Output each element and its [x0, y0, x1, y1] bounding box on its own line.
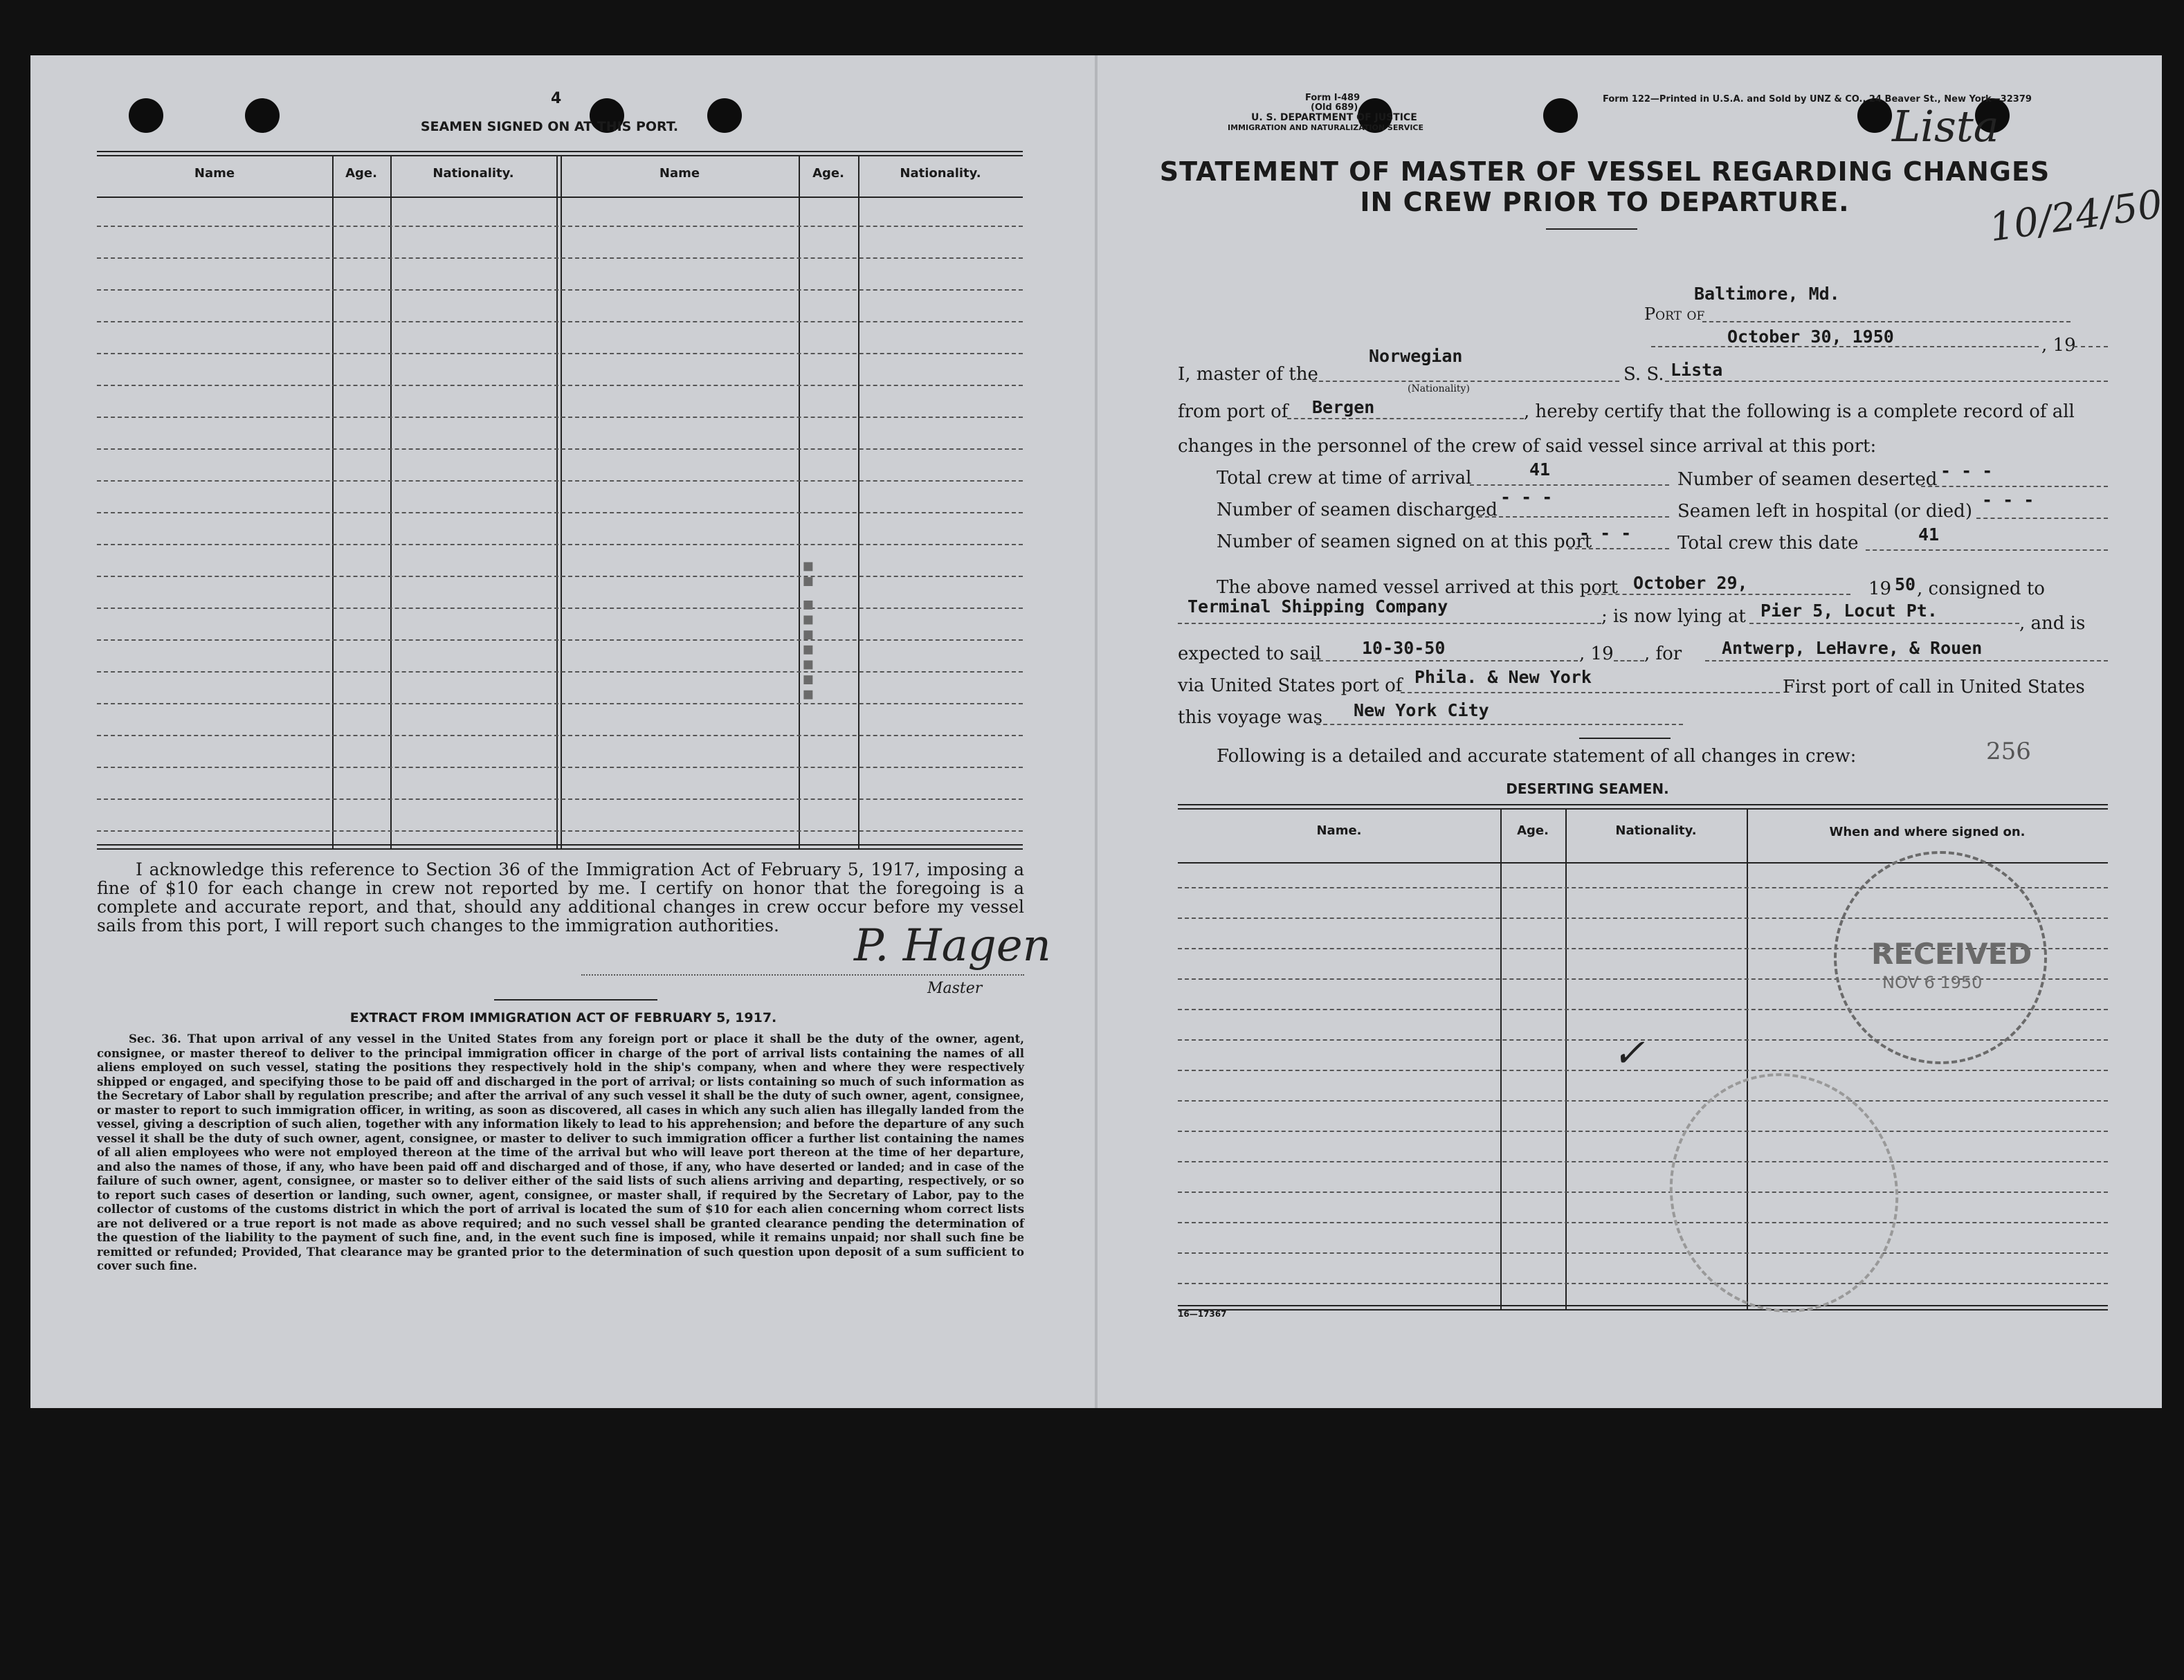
column-header-nationality: Nationality.	[900, 166, 981, 181]
master-label: Master	[927, 980, 983, 997]
table-row	[97, 417, 1023, 418]
following-text: Following is a detailed and accurate statement of all changes in crew:	[1217, 746, 1857, 767]
destination-value: Antwerp, LeHavre, & Rouen	[1722, 638, 1983, 658]
left-page	[30, 55, 1096, 1408]
from-port-value: Bergen	[1312, 397, 1375, 417]
total-arrival-label: Total crew at time of arrival	[1217, 468, 1472, 489]
column-header-signed-on: When and where signed on.	[1829, 825, 2026, 839]
table-row	[97, 830, 1023, 832]
table-row	[1178, 1161, 2108, 1162]
nationality-value: Norwegian	[1369, 346, 1463, 366]
stamp-received-text: RECEIVED	[1871, 937, 2032, 971]
arrived-value: October 29,	[1633, 573, 1748, 593]
sheet-number: 256	[1986, 738, 2031, 765]
table-row	[97, 353, 1023, 354]
discharged-value: - - -	[1500, 487, 1553, 507]
punch-hole	[245, 98, 280, 133]
sail-year-prefix: 19	[1590, 643, 1614, 664]
section-title: SEAMEN SIGNED ON AT THIS PORT.	[420, 119, 679, 134]
nationality-caption: (Nationality)	[1408, 383, 1470, 394]
arrived-year-prefix: 19	[1868, 578, 1892, 599]
service-name: IMMIGRATION AND NATURALIZATION SERVICE	[1228, 123, 1424, 132]
date-value: October 30, 1950	[1727, 327, 1894, 347]
deserted-value: - - -	[1940, 461, 1993, 481]
column-header-name: Name	[659, 166, 700, 181]
stamp-date-text: NOV 6 1950	[1882, 973, 1983, 992]
changes-text: changes in the personnel of the crew of said vessel since arrival at this port:	[1178, 436, 1877, 457]
vessel-value: Lista	[1671, 360, 1723, 380]
department-name: U. S. DEPARTMENT OF JUSTICE	[1251, 112, 1417, 123]
signed-on-value: - - -	[1579, 523, 1632, 543]
master-signature: P. Hagen	[854, 920, 1051, 971]
column-header-name: Name.	[1316, 823, 1362, 838]
table-row	[97, 735, 1023, 736]
lying-label: ; is now lying at	[1601, 606, 1746, 627]
table-row	[1178, 1283, 2108, 1284]
faint-stamp-text: ▪▪ ▪▪▪▪▪▪▪	[799, 560, 819, 704]
extract-title: EXTRACT FROM IMMIGRATION ACT OF FEBRUARY 5, 1917.	[349, 1010, 777, 1025]
form-title-line2: IN CREW PRIOR TO DEPARTURE.	[1360, 187, 1850, 217]
master-of-label: I, master of the	[1178, 364, 1318, 385]
table-row	[97, 257, 1023, 259]
table-row	[97, 608, 1023, 609]
table-row	[97, 576, 1023, 577]
arrived-year-value: 50	[1895, 574, 1916, 594]
form-title-line1: STATEMENT OF MASTER OF VESSEL REGARDING CHANGES	[1159, 156, 2050, 187]
table-row	[97, 480, 1023, 482]
table-row	[97, 226, 1023, 227]
consigned-label: , consigned to	[1917, 578, 2045, 599]
form-number: Form I-489	[1305, 93, 1361, 103]
ss-label: S. S.	[1623, 364, 1664, 385]
certify-text: , hereby certify that the following is a complete record of all	[1524, 401, 2075, 422]
received-stamp	[1834, 851, 2047, 1064]
handwritten-mark: ✓	[1612, 1031, 1645, 1076]
via-label: via United States port of	[1178, 675, 1403, 696]
handwritten-vessel-name: Lista	[1892, 101, 1999, 152]
hospital-label: Seamen left in hospital (or died)	[1677, 501, 1972, 522]
faint-stamp	[1636, 1041, 1931, 1344]
via-value: Phila. & New York	[1414, 667, 1592, 687]
form-old-number: (Old 689)	[1311, 102, 1358, 113]
table-row	[97, 289, 1023, 291]
arrived-label: The above named vessel arrived at this port	[1217, 577, 1618, 598]
deserting-title: DESERTING SEAMEN.	[1506, 780, 1669, 797]
scanned-document	[30, 55, 2165, 1408]
table-row	[97, 321, 1023, 322]
table-row	[1178, 1131, 2108, 1132]
extract-text: Sec. 36. That upon arrival of any vessel in the United States from any foreign port or place it shall be the duty of the owner, agent, consignee, or master thereof to deliver to the principal immigration officer in charge of the port of arrival lists containing the names of all aliens employed on such vessel, stating the positions they respectively hold in the ship's company, when and where they were respectively shipped or engaged, and specifying those to be paid off and discharged in the port of arrival; or lists containing so much of such information as the Secretary of Labor shall by regulation prescribe; and after the arrival of any such vessel it shall be the duty of such owner, agent, consignee, or master to report to such immigration officer, in writing, as soon as discovered, all cases in which any such alien has illegally landed from the vessel, giving a description of such alien, together with any information likely to lead to his apprehension; and before the departure of any such vessel it shall be the duty of such owner, agent, consignee, or master to deliver to such immigration officer a further list containing the names of all alien employees who were not employed thereon at the time of the arrival but who will leave port thereon at the time of her departure, and also the names of those, if any, who have been paid off and discharged and of those, if any, who have deserted or landed; and in case of the failure of such owner, agent, consignee, or master so to deliver either of the said lists of such aliens arriving and departing, respectively, or so to report such cases of desertion or landing, such owner, agent, consignee, or master shall, if required by the Secretary of Labor, pay to the collector of customs of the customs district in which the port of arrival is located the sum of $10 for each alien concerning whom correct lists are not delivered or a true report is not made as above required; and no such vessel shall be granted clearance pending the determination of the question of the liability to the payment of such fine, and, in the event such fine is imposed, while it remains unpaid; nor shall such fine be remitted or refunded; Provided, That clearance may be granted prior to the determination of such question upon deposit of a sum sufficient to cover such fine.	[97, 1032, 1024, 1272]
table-row	[1178, 1191, 2108, 1193]
table-row	[1178, 1100, 2108, 1102]
and-is-label: , and is	[2019, 613, 2086, 634]
table-row	[97, 767, 1023, 768]
footer-code: 16—17367	[1178, 1309, 1227, 1319]
acknowledgement-text: I acknowledge this reference to Section 36 of the Immigration Act of February 5, 1917, imposing a fine of $10 for each change in crew not reported by me. I certify on honor that the foregoing is a complete and accurate report, and that, should any additional changes in crew occur before my vessel sails from this port, I will report such changes to the immigration authorities.	[97, 859, 1024, 935]
column-header-age: Age.	[345, 166, 377, 181]
punch-hole	[1543, 98, 1578, 133]
column-header-nationality: Nationality.	[1615, 823, 1697, 838]
page-number: 4	[551, 90, 562, 107]
signed-on-label: Number of seamen signed on at this port	[1217, 531, 1592, 552]
column-header-age: Age.	[812, 166, 844, 181]
sail-value: 10-30-50	[1362, 638, 1446, 658]
table-row	[97, 448, 1023, 450]
table-row	[97, 544, 1023, 545]
consignee-value: Terminal Shipping Company	[1187, 596, 1448, 617]
table-row	[97, 703, 1023, 704]
total-date-value: 41	[1918, 524, 1940, 545]
for-label: , for	[1644, 643, 1682, 664]
voyage-label: this voyage was	[1178, 707, 1323, 728]
port-label: Port of	[1644, 304, 1705, 324]
date-year-prefix: 19	[2053, 335, 2076, 356]
table-row	[1178, 1252, 2108, 1254]
table-row	[97, 798, 1023, 800]
table-row	[97, 671, 1023, 673]
table-row	[97, 512, 1023, 513]
hospital-value: - - -	[1982, 490, 2035, 510]
column-header-age: Age.	[1517, 823, 1549, 838]
voyage-value: New York City	[1354, 700, 1489, 720]
first-call-label: First port of call in United States	[1783, 677, 2085, 697]
printer-note: Form 122—Printed in U.S.A. and Sold by UNZ & CO., 24 Beaver St., New York—32379	[1603, 94, 2032, 104]
sail-label: expected to sail	[1178, 643, 1322, 664]
column-header-nationality: Nationality.	[433, 166, 514, 181]
punch-hole	[129, 98, 163, 133]
port-value: Baltimore, Md.	[1694, 284, 1840, 304]
lying-value: Pier 5, Locut Pt.	[1760, 601, 1938, 621]
discharged-label: Number of seamen discharged	[1217, 500, 1498, 520]
deserted-label: Number of seamen deserted	[1677, 469, 1938, 490]
from-port-label: from port of	[1178, 401, 1289, 422]
table-row	[97, 385, 1023, 386]
right-page: Form I-489 (Old 689) U. S. DEPARTMENT OF JUSTICE IMMIGRATION AND NATURALIZATION SERVICE Form 122—Printed in U.S.A. and Sold by UNZ & CO., 24 Beaver St., New York—32379 Lista 10/24/50 STATEMENT OF MASTER OF VESSEL REGARDING CHANGES IN CREW PRIOR TO DEPARTURE. Baltimore, Md. Port of October 30, 1950 , 19 I, master of the Norwegian (Nationality) S. S. Lista from port of Bergen , hereby certify that the following is a complete record of all changes in the personnel of the crew of said vessel since arrival at this port: Total crew at time of arrival 41 Number of seamen deserted - - - Number of seamen discharged - - - Seamen left in hospital (or died) - - - Number of seamen signed on at this port - - - Total crew this date 41 The above named vessel arrived at this port October 29, 19 50 , consigned to Terminal Shipping Company ; is now lying at Pier 5, Locut Pt. , and is expected to sail 10-30-50 , 19 , for Antwerp, LeHavre, & Rouen via United States port of Phila. & New York First port of call in United States this voyage was New York City Following is a detailed and accurate statement of all changes in crew: 256 DESERTING SEAMEN. Name. Age. Nationality. When and where signed on. RECEIVED NOV 6 1950 ✓ 16—17367	[1096, 55, 2162, 1408]
total-date-label: Total crew this date	[1677, 533, 1859, 554]
table-row	[1178, 1222, 2108, 1223]
handwritten-date: 10/24/50	[1986, 181, 2165, 251]
total-arrival-value: 41	[1529, 459, 1551, 480]
column-header-name: Name	[194, 166, 235, 181]
table-row	[97, 639, 1023, 641]
